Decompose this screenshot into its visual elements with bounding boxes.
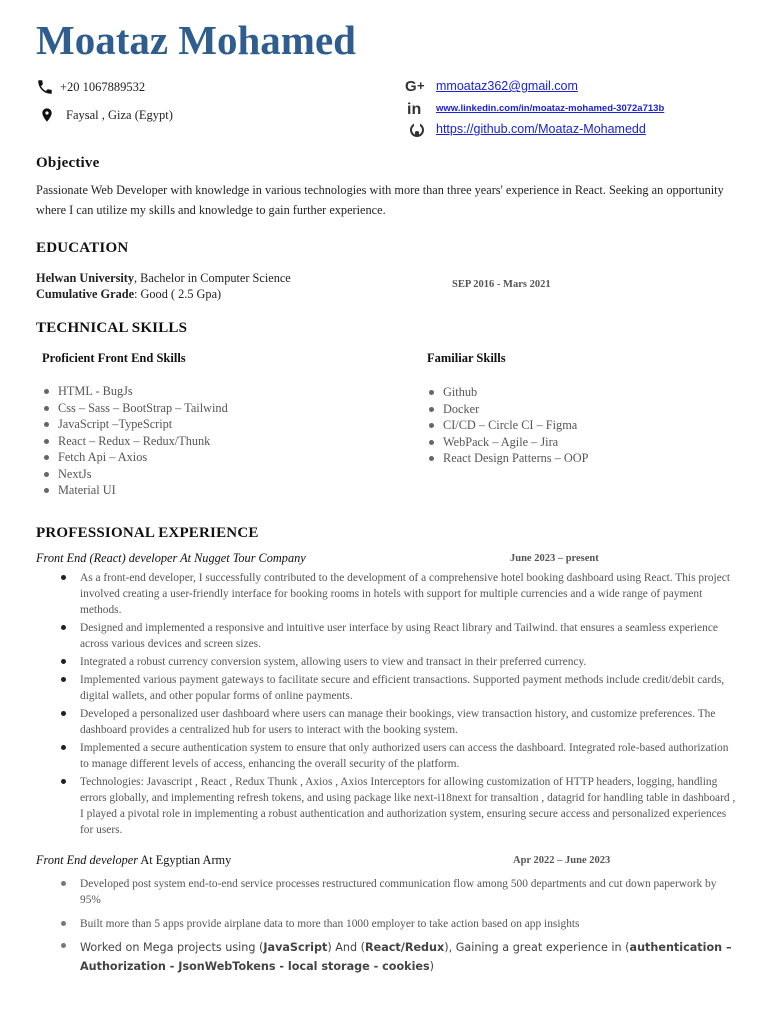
proficient-heading: Proficient Front End Skills [42, 351, 186, 365]
github-icon [404, 120, 430, 138]
list-item: JavaScript –TypeScript [42, 416, 228, 433]
list-item: Css – Sass – BootStrap – Tailwind [42, 400, 228, 417]
list-item: Developed post system end-to-end service processes restructured communication flow among 500 departments and cut down paperwork by 95% [56, 876, 736, 908]
education-dates: SEP 2016 - Mars 2021 [452, 279, 551, 290]
grade-value: : Good ( 2.5 Gpa) [134, 286, 222, 301]
list-item: CI/CD – Circle CI – Figma [427, 417, 589, 434]
education-details [36, 271, 291, 302]
job-bullet-list [56, 876, 736, 976]
job-title-text: Front End (React) developer At Nugget Tour Company [36, 551, 306, 565]
location-pin-icon [38, 106, 56, 124]
svg-text:in: in [407, 101, 422, 116]
linkedin-icon [404, 99, 430, 117]
linkedin-row [404, 99, 664, 117]
github-link[interactable]: https://github.com/Moataz-Mohamedd [436, 122, 646, 136]
objective-text: Passionate Web Developer with knowledge in various technologies with more than three years' experience in React. Seeking an opportunity where I can utilize my skills and knowledge to gain further experience. [36, 183, 724, 217]
google-plus-icon [404, 77, 430, 95]
job-title-italic: Front End developer [36, 853, 138, 867]
phone-number: +20 1067889532 [60, 79, 146, 94]
location-text: Faysal , Giza (Egypt) [66, 107, 173, 122]
list-item: Designed and implemented a responsive and intuitive user interface by using React library and Tailwind. that ensures a seamless experience across various devices and screen sizes. [56, 620, 736, 652]
resume-name: Moataz Mohamed [36, 17, 356, 63]
list-item: HTML - BugJs [42, 383, 228, 400]
proficient-skill-list [42, 383, 228, 499]
svg-text:G: G [405, 78, 417, 94]
skills-heading: TECHNICAL SKILLS [36, 320, 188, 336]
linkedin-link[interactable]: www.linkedin.com/in/moataz-mohamed-3072a713b [436, 102, 665, 114]
job-title-rest: At Egyptian Army [138, 853, 232, 867]
list-item: Implemented various payment gateways to facilitate secure and efficient transactions. Supported payment methods include credit/debit cards, digital wallets, and other popular forms of online payments. [56, 672, 736, 704]
education-heading: EDUCATION [36, 240, 129, 256]
list-item: As a front-end developer, I successfully contributed to the development of a comprehensive hotel booking dashboard using React. This project involved creating a user-friendly interface for booking rooms in hotels with support for multiple currencies and a wide range of payment methods. [56, 570, 736, 618]
familiar-skill-list [427, 384, 589, 467]
email-link[interactable]: mmoataz362@gmail.com [436, 79, 578, 93]
email-row [404, 77, 578, 95]
list-item: Built more than 5 apps provide airplane data to more than 1000 employer to take action based on app insights [56, 916, 736, 932]
list-item: Github [427, 384, 589, 401]
job-dates: June 2023 – present [510, 553, 599, 564]
bullet-bold: JavaScript [263, 941, 328, 954]
list-item: React – Redux – Redux/Thunk [42, 433, 228, 450]
github-row [404, 120, 646, 138]
list-item: WebPack – Agile – Jira [427, 434, 589, 451]
job-bullet-list [56, 570, 736, 840]
experience-heading: PROFESSIONAL EXPERIENCE [36, 525, 259, 541]
list-item: Developed a personalized user dashboard where users can manage their bookings, view transaction history, and customize preferences. The dashboard provides a centralized hub for users to interact with the booking system. [56, 706, 736, 738]
job-title [36, 551, 306, 566]
phone-icon [36, 78, 54, 96]
list-item: Implemented a secure authentication system to ensure that only authorized users can access the dashboard. Integrated role-based authorization to manage different levels of access, enhancing the overall security of the platform. [56, 740, 736, 772]
list-item: React Design Patterns – OOP [427, 450, 589, 467]
list-item: Material UI [42, 482, 228, 499]
phone-row [36, 78, 145, 96]
bullet-text: Worked on Mega projects using ( [80, 941, 264, 954]
degree-text: , Bachelor in Computer Science [134, 271, 291, 285]
bullet-bold: authentication – Authorization - JsonWebTokens - local storage - cookies [80, 941, 732, 973]
location-row [38, 106, 173, 124]
familiar-heading: Familiar Skills [427, 351, 506, 365]
job-title [36, 853, 231, 868]
job-dates: Apr 2022 – June 2023 [513, 855, 611, 866]
grade-label: Cumulative Grade [36, 286, 135, 301]
bullet-text: ), Gaining a great experience in ( [444, 941, 630, 954]
list-item: Fetch Api – Axios [42, 449, 228, 466]
list-item: NextJs [42, 466, 228, 483]
svg-text:+: + [417, 78, 425, 93]
list-item [56, 938, 736, 976]
bullet-text: ) [429, 960, 435, 973]
bullet-text: ) And ( [327, 941, 366, 954]
list-item: Technologies: Javascript , React , Redux Thunk , Axios , Axios Interceptors for allowing customization of HTTP headers, logging, handling errors globally, and implementing refresh tokens, and using package like next-i18next for transaltion , datagrid for handling table in dashboard , I played a pivotal role in implementing a robust authentication and authorization system, ensuring secure access and personalized experiences for users. [56, 774, 736, 838]
bullet-bold: React/Redux [365, 941, 445, 954]
university-name: Helwan University [36, 271, 135, 285]
list-item: Integrated a robust currency conversion system, allowing users to view and transact in their preferred currency. [56, 654, 736, 670]
list-item: Docker [427, 401, 589, 418]
objective-heading: Objective [36, 155, 100, 171]
